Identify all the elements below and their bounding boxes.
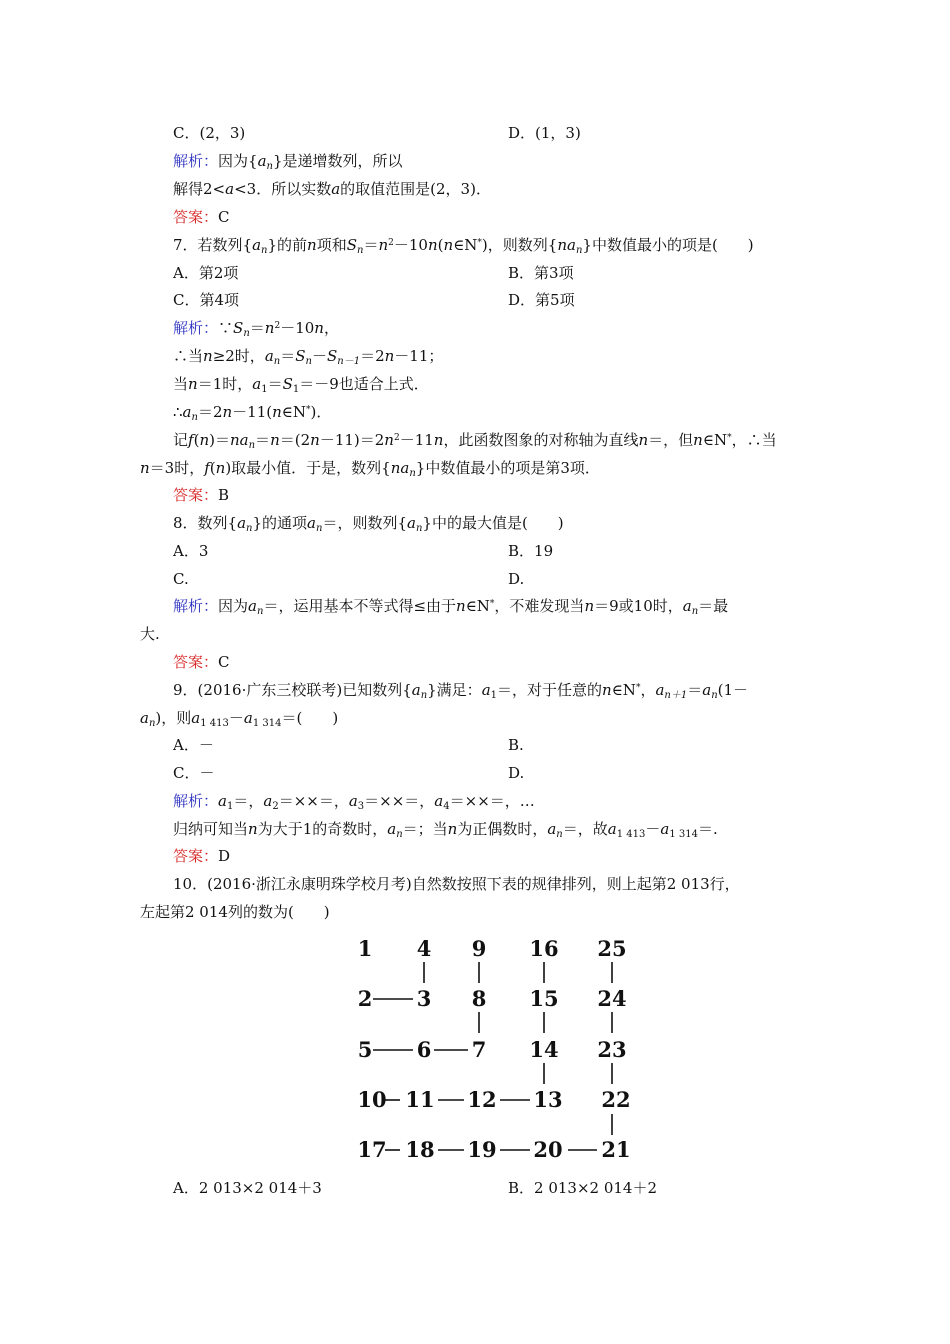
number-arrangement-figure bbox=[340, 930, 650, 1170]
q8-option-b: B．19 bbox=[508, 542, 554, 560]
answer-label: 答案： bbox=[173, 486, 219, 504]
q10-option-a: A．2 013×2 014＋3 bbox=[173, 1179, 322, 1197]
q9-option-c: C．－ bbox=[173, 764, 215, 782]
q6-answer: 答案：C bbox=[173, 208, 230, 226]
grid-number: 25 bbox=[597, 936, 627, 961]
grid-number: 15 bbox=[529, 986, 559, 1011]
q7-answer: 答案：B bbox=[173, 486, 230, 504]
q9-stem: 9．(2016·广东三校联考)已知数列$\{a_n\}$满足：$a_1=$，对于任意的n∈N*，$a_{n+1}=a_n(1-$ bbox=[173, 681, 749, 701]
q7-stem: 7．若数列$\{a_n\}$的前n项和$S_n=n^2-10n(n\in N^*)$，则数列$\{na_n\}$中数值最小的项是( ) bbox=[173, 236, 754, 256]
grid-number: 10 bbox=[357, 1087, 387, 1112]
q9-option-d: D. bbox=[508, 764, 525, 782]
q8-option-d: D. bbox=[508, 570, 525, 588]
q6-solution-line: 解得2<a<3．所以实数a的取值范围是(2，3)． bbox=[173, 180, 491, 198]
grid-number: 8 bbox=[471, 986, 487, 1011]
grid-number: 3 bbox=[416, 986, 432, 1011]
q7-expl-line6: n＝3时，f(n)取最小值．于是，数列$\{na_n\}$中数值最小的项是第3项． bbox=[140, 459, 600, 479]
q10-option-b: B．2 013×2 014＋2 bbox=[508, 1179, 658, 1197]
q8-expl-line2: 大. bbox=[140, 625, 160, 643]
q6-option-c: C．(2，3) bbox=[173, 124, 246, 142]
q7-expl-line5: 记$f(n)=na_n=n=(2n-11)=2n^2-11n$，此函数图象的对称轴为直线n＝，但n∈N*，∴当 bbox=[173, 431, 777, 451]
q6-explanation: 解析：因为$\{a_n\}$是递增数列，所以 bbox=[173, 152, 403, 172]
q9-option-b: B. bbox=[508, 736, 524, 754]
q8-stem: 8．数列$\{a_n\}$的通项$a_n=$，则数列$\{a_n\}$中的最大值是( ) bbox=[173, 514, 564, 534]
q9-expl-line2: 归纳可知当n为大于1的奇数时，$a_n=$；当n为正偶数时，$a_n=$，故$a_{1 413}-a_{1 314}=$. bbox=[173, 820, 718, 840]
q9-answer: 答案：D bbox=[173, 847, 231, 865]
q8-answer: 答案：C bbox=[173, 653, 230, 671]
q7-expl-line3: 当n＝1时，$a_1=S_1=-9$也适合上式． bbox=[173, 375, 429, 395]
q10-stem-line2: 左起第2 014列的数为( ) bbox=[140, 903, 330, 921]
grid-number: 2 bbox=[357, 986, 373, 1011]
grid-number: 11 bbox=[405, 1087, 435, 1112]
explanation-label: 解析： bbox=[173, 597, 219, 615]
answer-label: 答案： bbox=[173, 653, 219, 671]
grid-number: 24 bbox=[597, 986, 627, 1011]
q7-expl-line4: $\therefore a_n=2n-11(n\in N^*)$． bbox=[173, 403, 332, 423]
grid-number: 1 bbox=[357, 936, 373, 961]
grid-number: 4 bbox=[416, 936, 432, 961]
grid-number: 5 bbox=[357, 1037, 373, 1062]
grid-number: 22 bbox=[601, 1087, 631, 1112]
q7-option-d: D．第5项 bbox=[508, 291, 575, 309]
grid-number: 19 bbox=[467, 1137, 497, 1162]
grid-number: 21 bbox=[601, 1137, 631, 1162]
grid-number: 20 bbox=[533, 1137, 563, 1162]
grid-number: 17 bbox=[357, 1137, 387, 1162]
q8-explanation: 解析：因为$a_n=$，运用基本不等式得≤由于n∈N*，不难发现当n＝9或10时，$a_n=$最 bbox=[173, 597, 729, 617]
q7-expl-line2: ∴当n≥2时，$a_n=S_n-S_{n-1}=2n-11$； bbox=[173, 347, 444, 367]
answer-label: 答案： bbox=[173, 208, 219, 226]
q6-option-d: D．(1，3) bbox=[508, 124, 581, 142]
grid-number: 16 bbox=[529, 936, 559, 961]
q7-explanation: 解析：$\because S_n=n^2-10n$， bbox=[173, 319, 339, 339]
q7-option-b: B．第3项 bbox=[508, 264, 574, 282]
q9-explanation: 解析：$a_1=$，$a_2=\times\times=$，$a_3=\times\times=$，$a_4=\times\times=$，… bbox=[173, 792, 535, 812]
grid-number: 13 bbox=[533, 1087, 563, 1112]
explanation-label: 解析： bbox=[173, 792, 219, 810]
explanation-label: 解析： bbox=[173, 152, 219, 170]
grid-number: 12 bbox=[467, 1087, 497, 1112]
answer-label: 答案： bbox=[173, 847, 219, 865]
grid-number: 23 bbox=[597, 1037, 627, 1062]
q7-option-c: C．第4项 bbox=[173, 291, 240, 309]
grid-number: 6 bbox=[416, 1037, 432, 1062]
q9-stem-line2: $a_n$)，则$a_{1 413}-a_{1 314}=$( ) bbox=[140, 709, 339, 729]
explanation-label: 解析： bbox=[173, 319, 219, 337]
q7-option-a: A．第2项 bbox=[173, 264, 239, 282]
grid-number: 9 bbox=[471, 936, 487, 961]
connector-lines bbox=[373, 962, 612, 1150]
q8-option-c: C. bbox=[173, 570, 189, 588]
q8-option-a: A．3 bbox=[173, 542, 209, 560]
grid-number: 7 bbox=[471, 1037, 487, 1062]
q9-option-a: A．－ bbox=[173, 736, 214, 754]
grid-number: 18 bbox=[405, 1137, 435, 1162]
q10-stem: 10．(2016·浙江永康明珠学校月考)自然数按照下表的规律排列，则上起第2 013行， bbox=[173, 875, 740, 893]
grid-number: 14 bbox=[529, 1037, 559, 1062]
